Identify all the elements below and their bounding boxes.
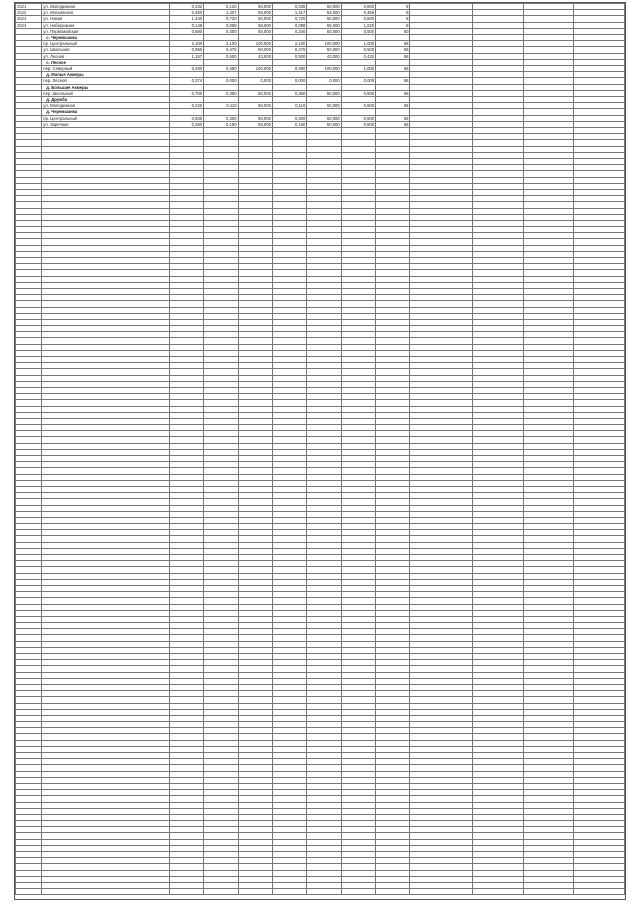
table-cell-v5: 43,000 xyxy=(307,53,341,59)
table-cell-empty xyxy=(410,889,473,895)
table-cell-name: с. Лесное xyxy=(42,59,169,65)
table-cell-v7: 56 xyxy=(376,115,410,121)
table-cell-v6: 0,000 xyxy=(341,78,375,84)
table-cell-empty xyxy=(341,889,375,895)
table-cell-v4: 2,100 xyxy=(272,41,306,47)
table-cell-v3: 50,000 xyxy=(238,28,272,34)
table-cell-empty xyxy=(42,889,169,895)
table-cell-v5: 50,000 xyxy=(307,90,341,96)
table-cell-empty xyxy=(523,889,574,895)
table-cell-v6: 0,500 xyxy=(341,28,375,34)
table-cell-v5: 50,000 xyxy=(307,103,341,109)
table-cell-v1: 0,432 xyxy=(169,4,203,10)
table-cell-empty xyxy=(272,889,306,895)
table-cell-empty xyxy=(16,889,42,895)
table-cell-v2: 0,475 xyxy=(204,47,238,53)
table-cell-v4: 1,417 xyxy=(272,10,306,16)
table-cell-v7: 56 xyxy=(376,90,410,96)
table-cell-v6: 0,500 xyxy=(341,90,375,96)
table-cell-v6: 0,432 xyxy=(341,53,375,59)
table-cell-v1: 0,450 xyxy=(169,10,203,16)
table-cell-v3: 100,000 xyxy=(238,41,272,47)
table-cell-v2: 0,480 xyxy=(204,66,238,72)
table-cell-name: д. Дружба xyxy=(42,97,169,103)
table-cell-v6: 0,500 xyxy=(341,47,375,53)
table-cell-v2: 0,500 xyxy=(204,53,238,59)
table-cell-v7: 56 xyxy=(376,121,410,127)
table-cell-v1: 0,374 xyxy=(169,78,203,84)
table-cell-v7: 56 xyxy=(376,103,410,109)
table-cell-v6: 0,500 xyxy=(341,115,375,121)
table-cell-empty xyxy=(376,889,410,895)
table-cell-v5: 50,000 xyxy=(307,115,341,121)
table-cell-v4: 0,036 xyxy=(272,4,306,10)
table-cell-v6: 0,800 xyxy=(341,4,375,10)
table-cell-v3: 50,000 xyxy=(238,16,272,22)
table-cell-v7: 56 xyxy=(376,41,410,47)
table-cell-v2: 0,350 xyxy=(204,90,238,96)
table-cell-v3: 0,000 xyxy=(238,78,272,84)
table-cell-v5: 50,000 xyxy=(307,16,341,22)
table-cell-v7: 8 xyxy=(376,4,410,10)
table-cell-v3: 100,000 xyxy=(238,66,272,72)
table-cell-v2: 0,120 xyxy=(204,4,238,10)
table-cell-v3: 50,000 xyxy=(238,103,272,109)
table-cell-v5: 50,000 xyxy=(307,4,341,10)
table-cell-v7: 8 xyxy=(376,16,410,22)
table-cell-name: ул. Лесная xyxy=(42,53,169,59)
table-cell-v7: 56 xyxy=(376,78,410,84)
table-cell-empty xyxy=(574,889,625,895)
table-cell-name: д. Малые Акмеры xyxy=(42,72,169,78)
table-cell-v1: 0,700 xyxy=(169,90,203,96)
table-cell-empty xyxy=(204,889,238,895)
table-cell-v3: 50,000 xyxy=(238,10,272,16)
table-cell-v4: 0,500 xyxy=(272,53,306,59)
table-cell-name: ул. Московская xyxy=(42,10,169,16)
table-cell-v1: 0,220 xyxy=(169,103,203,109)
table-cell-v5: 50,000 xyxy=(307,47,341,53)
table-cell-v2: 0,000 xyxy=(204,78,238,84)
table-cell-v6: 0,356 xyxy=(341,10,375,16)
table-cell-v2: 0,300 xyxy=(204,115,238,121)
table-row-empty xyxy=(16,889,625,895)
table-cell-v7: 56 xyxy=(376,66,410,72)
table-cell-name: с. Черемшанка xyxy=(42,35,169,41)
table-cell-v4: 0,720 xyxy=(272,16,306,22)
table-cell-v1: 0,380 xyxy=(169,121,203,127)
table-cell-name: пр. Центральный xyxy=(42,115,169,121)
table-cell-v1: 0,480 xyxy=(169,66,203,72)
table-cell-v6: 0,500 xyxy=(341,16,375,22)
table-cell-v6: 0,500 xyxy=(341,121,375,127)
table-cell-v5: 50,000 xyxy=(307,121,341,127)
table-cell-v2: 0,720 xyxy=(204,16,238,22)
table-cell-v2: 0,190 xyxy=(204,121,238,127)
table-cell-v6: 1,000 xyxy=(341,66,375,72)
table-cell-v3: 50,000 xyxy=(238,115,272,121)
table-cell-v7: 56 xyxy=(376,53,410,59)
table-cell-name: ул. Молодежная xyxy=(42,4,169,10)
table-cell-v1: 2,100 xyxy=(169,41,203,47)
table-cell-v1: 1,440 xyxy=(169,16,203,22)
table-cell-v2: 0,110 xyxy=(204,103,238,109)
table-cell-v2: 2,100 xyxy=(204,41,238,47)
table-cell-v5: 54,000 xyxy=(307,10,341,16)
table-cell-v6: 1,000 xyxy=(341,41,375,47)
table-cell-v7: 50 xyxy=(376,28,410,34)
table-cell-v1: 0,600 xyxy=(169,115,203,121)
table-cell-v7: 8 xyxy=(376,10,410,16)
table-cell-name: ул. Заречная xyxy=(42,121,169,127)
table-cell-v3: 43,000 xyxy=(238,53,272,59)
table-cell-name: ул. Первомайская xyxy=(42,28,169,34)
table-cell-v4: 0,350 xyxy=(272,90,306,96)
table-cell-empty xyxy=(238,889,272,895)
table-cell-v3: 50,000 xyxy=(238,121,272,127)
table-cell-name: пер. Школьный xyxy=(42,90,169,96)
table-cell-v4: 0,098 xyxy=(272,22,306,28)
table-cell-name: д. Черемшанка xyxy=(42,109,169,115)
table-cell-v1: 0,680 xyxy=(169,28,203,34)
table-cell-v2: 1,407 xyxy=(204,10,238,16)
table-cell-v4: 0,340 xyxy=(272,28,306,34)
table-cell-v1: 0,148 xyxy=(169,22,203,28)
table-cell-idx: 2524 xyxy=(16,22,42,28)
table-cell-v4: 0,300 xyxy=(272,115,306,121)
table-cell-v2: 0,300 xyxy=(204,28,238,34)
table-cell-name: пр. Центральный xyxy=(42,41,169,47)
table-cell-v1: 1,157 xyxy=(169,53,203,59)
table-cell-v4: 0,110 xyxy=(272,103,306,109)
table-cell-name: пер. Северный xyxy=(42,66,169,72)
table-cell-name: пер. Лесной xyxy=(42,78,169,84)
table-cell-name: д. Большие Акмеры xyxy=(42,84,169,90)
table-cell-name: ул. Набережная xyxy=(42,22,169,28)
table-cell-v6: 1,020 xyxy=(341,22,375,28)
table-cell-v4: 0,480 xyxy=(272,66,306,72)
table-cell-v6: 0,500 xyxy=(341,103,375,109)
table-cell-v5: 0,000 xyxy=(307,78,341,84)
table-cell-v3: 50,000 xyxy=(238,47,272,53)
table-cell-v7: 8 xyxy=(376,22,410,28)
table-cell-v5: 100,000 xyxy=(307,41,341,47)
table-cell-v5: 66,000 xyxy=(307,22,341,28)
table-cell-empty xyxy=(169,889,203,895)
table-cell-idx: 2523 xyxy=(16,16,42,22)
table-cell-v3: 50,000 xyxy=(238,90,272,96)
data-table xyxy=(15,3,625,895)
table-cell-v4: 0,000 xyxy=(272,78,306,84)
table-cell-v4: 0,475 xyxy=(272,47,306,53)
table-cell-v1: 0,950 xyxy=(169,47,203,53)
table-cell-name: ул. Новая xyxy=(42,16,169,22)
table-cell-idx: 2521 xyxy=(16,4,42,10)
table-cell-name: ул. Молодежная xyxy=(42,103,169,109)
table-cell-idx: 2522 xyxy=(16,10,42,16)
table-cell-v7: 56 xyxy=(376,47,410,53)
table-cell-v2: 0,098 xyxy=(204,22,238,28)
table-cell-v3: 50,000 xyxy=(238,4,272,10)
table-cell-v5: 100,000 xyxy=(307,66,341,72)
table-cell-name: ул. Школьная xyxy=(42,47,169,53)
table-cell-empty xyxy=(473,889,524,895)
table-body xyxy=(16,4,625,895)
table-cell-v3: 66,000 xyxy=(238,22,272,28)
table-cell-v5: 50,000 xyxy=(307,28,341,34)
table-cell-v4: 0,190 xyxy=(272,121,306,127)
table-cell-empty xyxy=(307,889,341,895)
document-sheet xyxy=(14,2,626,900)
